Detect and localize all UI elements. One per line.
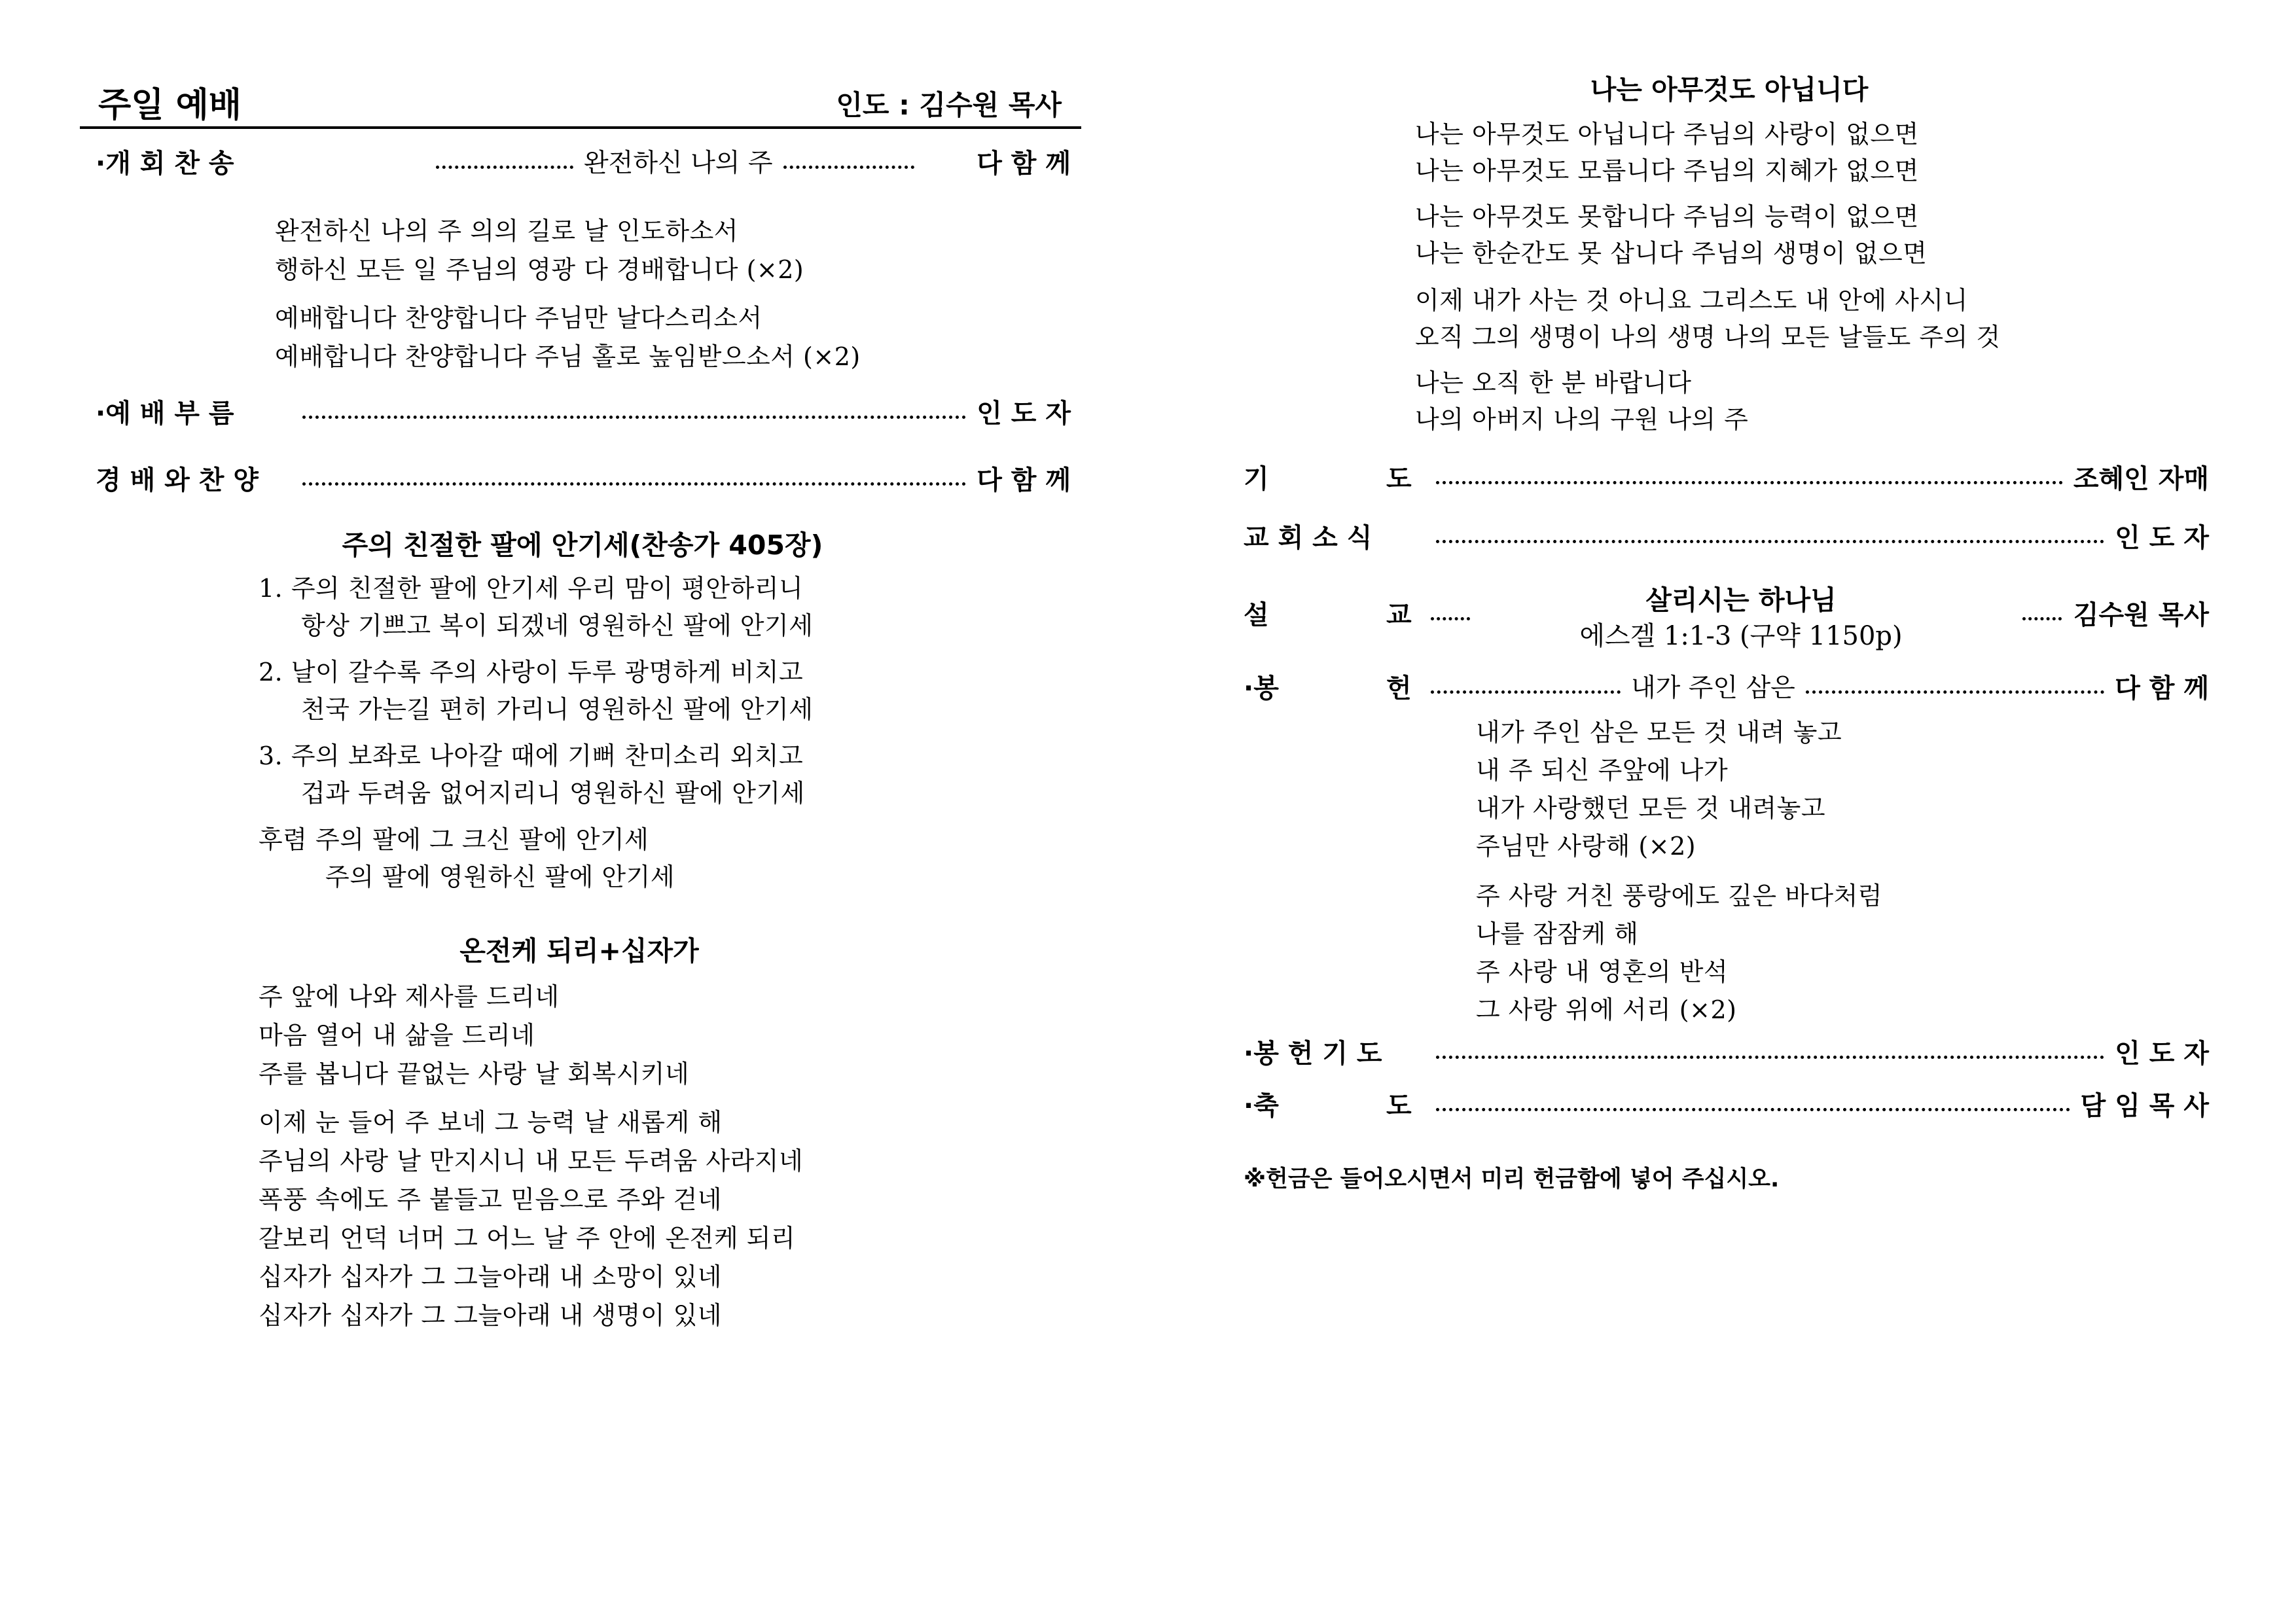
lyric-line: 주님만 사랑해 (×2) [1476,832,1696,861]
lyric-line: 주 사랑 내 영혼의 반석 [1476,957,1729,986]
order-responsible: 조혜인 자매 [2073,463,2209,494]
order-row-call-to-worship [96,393,1071,429]
order-label: 경 배 와 찬 양 [96,465,259,495]
sermon-passage: 에스겔 1:1-3 (구약 1150p) [1579,621,1903,651]
leader-dots [1436,540,2104,543]
lyric-line: 나를 잠잠케 해 [1476,919,1639,948]
order-row-praise [96,459,1071,496]
lyric-line: 오직 그의 생명이 나의 생명 나의 모든 날들도 주의 것 [1415,323,2001,351]
leader-dots [1436,1056,2104,1059]
order-label: 기 [1244,463,1269,494]
lyric-line: 후렴 주의 팔에 그 크신 팔에 안기세 [259,825,649,854]
order-label: 도 [1386,463,1412,494]
order-label: 도 [1386,1090,1412,1121]
lyric-line: 행하신 모든 일 주님의 영광 다 경배합니다 (×2) [275,255,804,284]
lyric-line: 주 사랑 거친 풍랑에도 깊은 바다처럼 [1476,882,1883,910]
order-title: 완전하신 나의 주 [584,149,773,178]
lyric-line: 이제 내가 사는 것 아니요 그리스도 내 안에 사시니 [1415,286,1968,315]
lyric-line: 나는 한순간도 못 삽니다 주님의 생명이 없으면 [1415,239,1928,268]
header-rule [80,126,1081,129]
service-leader: 인도 : 김수원 목사 [836,89,1062,121]
order-label: 교 [1386,599,1412,630]
lyric-line: 항상 기쁘고 복이 되겠네 영원하신 팔에 안기세 [301,611,814,640]
song-title: 나는 아무것도 아닙니다 [1590,74,1869,105]
lyric-line: 주를 봅니다 끝없는 사랑 날 회복시키네 [259,1060,690,1088]
order-responsible: 다 함 께 [977,465,1071,495]
lyric-line: 나의 아버지 나의 구원 나의 주 [1415,405,1749,434]
lyric-line: 1. 주의 친절한 팔에 안기세 우리 맘이 평안하리니 [259,574,804,603]
lyric-line: 마음 열어 내 삶을 드리네 [259,1021,535,1050]
order-responsible: 담 임 목 사 [2080,1090,2209,1121]
leader-dots [1431,617,1470,620]
service-title: 주일 예배 [98,86,242,125]
leader-dots [1436,1108,2070,1111]
order-label: ·봉 [1244,673,1279,704]
leader-dots [783,166,914,169]
order-label: ·봉 헌 기 도 [1244,1038,1382,1069]
lyric-line: 주 앞에 나와 제사를 드리네 [259,982,560,1011]
leader-dots [1436,481,2063,484]
leader-dots [1806,690,2104,694]
lyric-line: 주의 팔에 영원하신 팔에 안기세 [325,863,675,891]
order-label: ·예 배 부 름 [96,398,234,429]
lyric-line: 3. 주의 보좌로 나아갈 때에 기뻐 찬미소리 외치고 [259,741,804,770]
lyric-line: 예배합니다 찬양합니다 주님만 날다스리소서 [275,304,762,332]
lyric-line: 폭풍 속에도 주 붙들고 믿음으로 주와 걷네 [259,1185,723,1214]
order-label: ·축 [1244,1090,1279,1121]
order-row-benediction [1244,1085,2209,1122]
lyric-line: 갈보리 언덕 너머 그 어느 날 주 안에 온전케 되리 [259,1224,796,1253]
leader-dots [1431,690,1621,694]
lyric-line: 겁과 두려움 없어지리니 영원하신 팔에 안기세 [301,779,805,808]
song-title: 주의 친절한 팔에 안기세(찬송가 405장) [342,529,823,561]
leader-dots [436,166,573,169]
offering-notice: ※헌금은 들어오시면서 미리 헌금함에 넣어 주십시오. [1244,1166,1780,1192]
lyric-line: 나는 아무것도 못합니다 주님의 능력이 없으면 [1415,202,1919,231]
order-responsible: 김수원 목사 [2073,599,2209,630]
lyric-line: 그 사랑 위에 서리 (×2) [1476,995,1737,1024]
lyric-line: 천국 가는길 편히 가리니 영원하신 팔에 안기세 [301,695,814,724]
order-row-opening-hymn [96,143,1071,179]
leader-dots [2022,617,2062,620]
leader-dots [302,416,966,419]
order-title: 내가 주인 삼은 [1631,673,1795,703]
lyric-line: 완전하신 나의 주 의의 길로 날 인도하소서 [275,217,739,245]
order-label: 교 회 소 식 [1244,522,1372,553]
lyric-line: 내 주 되신 주앞에 나가 [1476,756,1729,785]
lyric-line: 나는 아무것도 아닙니다 주님의 사랑이 없으면 [1415,120,1919,149]
order-row-offering-prayer [1244,1033,2209,1069]
lyric-line: 나는 오직 한 분 바랍니다 [1415,368,1692,397]
order-responsible: 인 도 자 [977,398,1071,429]
lyric-line: 2. 날이 갈수록 주의 사랑이 두루 광명하게 비치고 [259,658,804,687]
order-label: 설 [1244,599,1269,630]
order-row-prayer [1244,458,2209,495]
lyric-line: 내가 주인 삼은 모든 것 내려 놓고 [1476,718,1842,747]
order-label: 헌 [1386,673,1412,704]
sermon-title: 살리시는 하나님 [1645,584,1837,616]
order-responsible: 인 도 자 [2115,522,2209,553]
lyric-line: 십자가 십자가 그 그늘아래 내 생명이 있네 [259,1301,723,1330]
lyric-line: 내가 사랑했던 모든 것 내려놓고 [1476,794,1826,823]
order-label: ·개 회 찬 송 [96,148,234,179]
order-responsible: 다 함 께 [977,148,1071,179]
order-row-offering [1244,668,2209,704]
order-row-church-news [1244,517,2209,554]
order-responsible: 다 함 께 [2115,673,2209,704]
lyric-line: 주님의 사랑 날 만지시니 내 모든 두려움 사라지네 [259,1147,804,1175]
lyric-line: 이제 눈 들어 주 보네 그 능력 날 새롭게 해 [259,1108,723,1137]
song-title: 온전케 되리+십자가 [459,935,699,967]
order-responsible: 인 도 자 [2115,1038,2209,1069]
lyric-line: 예배합니다 찬양합니다 주님 홀로 높임받으소서 (×2) [275,342,861,371]
lyric-line: 나는 아무것도 모릅니다 주님의 지혜가 없으면 [1415,156,1919,185]
lyric-line: 십자가 십자가 그 그늘아래 내 소망이 있네 [259,1262,723,1291]
leader-dots [302,482,966,486]
